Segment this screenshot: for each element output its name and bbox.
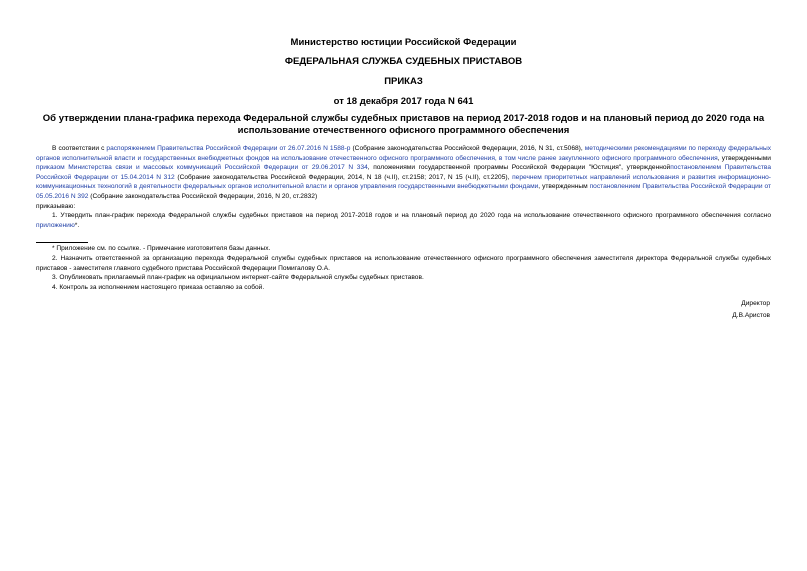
preamble-paragraph <box>36 144 771 202</box>
preamble-text-7: (Собрание законодательства Российской Федерации, 2016, N 20, ст.2832) <box>88 192 318 200</box>
item-4: 4. Контроль за исполнением настоящего приказа оставляю за собой. <box>52 283 265 291</box>
link-methodical-recommendations[interactable]: методическими рекомендациями по переходу федеральных органов исполнительной власти и государственных внебюджетных фондов на использование отечественного офисного программного обеспечения, в том числе ранее закупленного офисного программного обеспечения <box>36 145 771 162</box>
signature-block <box>732 298 770 322</box>
signature-position: Директор <box>741 300 770 307</box>
link-order-1588[interactable]: распоряжением Правительства Российской Федерации от 26.07.2016 N 1588-р <box>106 145 351 152</box>
spacer <box>36 230 771 240</box>
footnote: * Приложение см. по ссылке. - Примечание изготовителя базы данных. <box>52 245 271 253</box>
link-order-334[interactable]: приказом Министерства связи и массовых коммуникаций Российской Федерации от 29.06.2017 N 334 <box>36 164 368 172</box>
item-1-tail: *. <box>74 221 80 229</box>
signature-name: Д.В.Аристов <box>732 312 770 319</box>
link-appendix[interactable]: приложению <box>36 221 75 229</box>
ministry-heading: Министерство юстиции Российской Федерации <box>290 37 517 48</box>
footnote-divider <box>36 242 88 243</box>
item-3: 3. Опубликовать прилагаемый план-график на официальном интернет-сайте Федеральной службы судебных приставов. <box>52 274 424 282</box>
service-heading: ФЕДЕРАЛЬНАЯ СЛУЖБА СУДЕБНЫХ ПРИСТАВОВ <box>284 56 523 67</box>
document-title: Об утверждении плана-графика перехода Федеральной службы судебных приставов на период 2017-2018 годов и на плановый период до 2020 года на использование отечественного офисного программного обеспечения <box>42 113 765 136</box>
link-priority-list[interactable]: перечнем приоритетных направлений использования и развития информационно-коммуникационных технологий в деятельности федеральных органов исполнительной власти и органов управления государственными внебюджетными фондами <box>36 173 771 191</box>
document-body <box>36 144 771 292</box>
preamble-text-1: В соответствии с <box>52 145 107 152</box>
link-resolution-392[interactable]: постановлением Правительства Российской Федерации от 05.05.2016 N 392 <box>36 183 771 200</box>
preamble-text-2: (Собрание законодательства Российской Федерации, 2016, N 31, ст.5068), <box>350 145 585 152</box>
document-type: ПРИКАЗ <box>384 76 423 87</box>
preamble-text-3: , утвержденными <box>717 154 771 162</box>
preamble-text-5: (Собрание законодательства Российской Федерации, 2014, N 18 (ч.II), ст.2158; 2017, N 15 (ч.II), ст.2205), <box>174 173 513 181</box>
link-resolution-312[interactable]: постановлением Правительства Российской Федерации от 15.04.2014 N 312 <box>36 164 772 181</box>
preamble-text-6: , утвержденным <box>538 183 590 191</box>
item-1 <box>36 211 771 230</box>
document-date-number: от 18 декабря 2017 года N 641 <box>333 96 474 107</box>
item-1-text: 1. Утвердить план-график перехода Федеральной службы судебных приставов на период 2017-2018 годов и на плановый период до 2020 года на использование отечественного офисного программного обеспечения согласно <box>52 212 771 220</box>
item-2: 2. Назначить ответственной за организацию перехода Федеральной службы судебных приставов на использование отечественного офисного программного обеспечения заместителя директора Федеральной службы судебных приставов - заместителя главного судебного пристава Российской Федерации Помигалову О.А. <box>36 254 771 272</box>
preamble-text-4: , положениями государственной программы Российской Федерации "Юстиция", утвержденной <box>367 164 671 172</box>
orders-line: приказываю: <box>36 202 76 210</box>
